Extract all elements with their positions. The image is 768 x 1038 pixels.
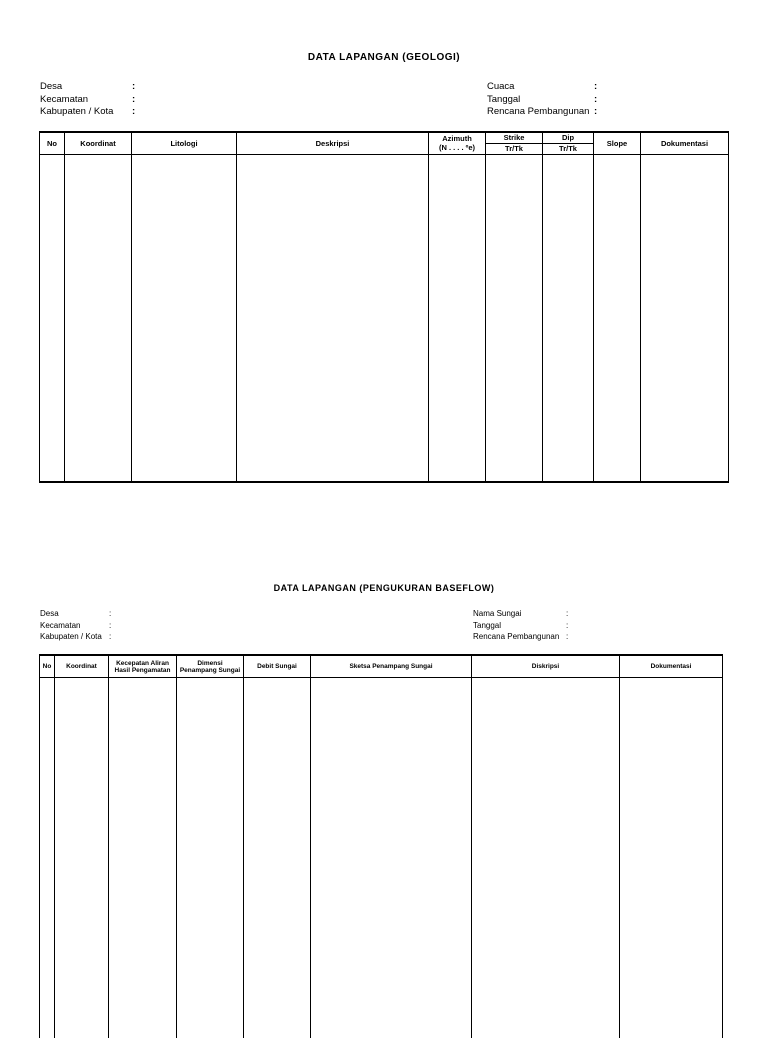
col-debit: Debit Sungai xyxy=(244,655,311,678)
field-label: Nama Sungai xyxy=(473,608,566,620)
field-label: Kabupaten / Kota xyxy=(40,106,132,119)
col-dip: Dip xyxy=(543,132,594,143)
form1-location-fields xyxy=(40,81,135,119)
col-slope: Slope xyxy=(594,132,641,154)
form1-meta-fields xyxy=(487,81,597,119)
form2-location-fields xyxy=(40,608,111,643)
col-dip-sub: Tr/Tk xyxy=(543,143,594,154)
col-no: No xyxy=(40,655,55,678)
cell-dokumentasi[interactable] xyxy=(620,678,723,1038)
field-nama-sungai xyxy=(473,608,568,620)
col-koordinat: Koordinat xyxy=(55,655,109,678)
field-colon: : xyxy=(109,631,111,643)
col-no: No xyxy=(40,132,65,154)
col-dokumentasi: Dokumentasi xyxy=(641,132,729,154)
field-tanggal xyxy=(473,620,568,632)
geology-table xyxy=(39,131,729,483)
field-colon: : xyxy=(566,631,568,643)
field-colon: : xyxy=(594,106,597,119)
field-colon: : xyxy=(594,81,597,94)
col-sketsa: Sketsa Penampang Sungai xyxy=(311,655,472,678)
field-label: Kabupaten / Kota xyxy=(40,631,109,643)
cell-litologi[interactable] xyxy=(132,154,237,482)
field-label: Kecamatan xyxy=(40,620,109,632)
col-dimensi-line1: Dimensi xyxy=(177,660,243,667)
cell-slope[interactable] xyxy=(594,154,641,482)
table-row xyxy=(40,678,723,1038)
form2-title: DATA LAPANGAN (PENGUKURAN BASEFLOW) xyxy=(0,583,768,593)
col-kecepatan xyxy=(109,655,177,678)
form1-title: DATA LAPANGAN (GEOLOGI) xyxy=(0,52,768,63)
baseflow-table xyxy=(39,654,723,1038)
field-cuaca xyxy=(487,81,597,94)
col-strike-sub: Tr/Tk xyxy=(486,143,543,154)
col-deskripsi: Deskripsi xyxy=(237,132,429,154)
cell-strike[interactable] xyxy=(486,154,543,482)
field-kabupaten xyxy=(40,631,111,643)
cell-no[interactable] xyxy=(40,678,55,1038)
field-label: Desa xyxy=(40,608,109,620)
field-label: Tanggal xyxy=(487,94,594,107)
col-azimuth-line1: Azimuth xyxy=(429,134,485,143)
field-desa xyxy=(40,608,111,620)
field-label: Desa xyxy=(40,81,132,94)
col-dimensi xyxy=(177,655,244,678)
field-kecamatan xyxy=(40,620,111,632)
field-kecamatan xyxy=(40,94,135,107)
field-label: Kecamatan xyxy=(40,94,132,107)
field-colon: : xyxy=(109,620,111,632)
cell-no[interactable] xyxy=(40,154,65,482)
field-label: Rencana Pembangunan xyxy=(473,631,566,643)
field-label: Cuaca xyxy=(487,81,594,94)
col-azimuth-line2: (N . . . . ºe) xyxy=(429,143,485,152)
col-dimensi-line2: Penampang Sungai xyxy=(177,667,243,674)
field-colon: : xyxy=(594,94,597,107)
cell-dimensi[interactable] xyxy=(177,678,244,1038)
field-desa xyxy=(40,81,135,94)
col-kecepatan-line1: Kecepatan Aliran xyxy=(109,660,176,667)
col-strike: Strike xyxy=(486,132,543,143)
col-diskripsi: Diskripsi xyxy=(472,655,620,678)
cell-dokumentasi[interactable] xyxy=(641,154,729,482)
field-colon: : xyxy=(132,94,135,107)
cell-sketsa[interactable] xyxy=(311,678,472,1038)
table-row xyxy=(40,154,729,482)
field-colon: : xyxy=(566,620,568,632)
cell-debit[interactable] xyxy=(244,678,311,1038)
cell-deskripsi[interactable] xyxy=(237,154,429,482)
col-koordinat: Koordinat xyxy=(65,132,132,154)
field-colon: : xyxy=(132,81,135,94)
field-kabupaten xyxy=(40,106,135,119)
cell-diskripsi[interactable] xyxy=(472,678,620,1038)
field-label: Tanggal xyxy=(473,620,566,632)
cell-kecepatan[interactable] xyxy=(109,678,177,1038)
field-rencana xyxy=(487,106,597,119)
col-kecepatan-line2: Hasil Pengamatan xyxy=(109,667,176,674)
field-tanggal xyxy=(487,94,597,107)
col-azimuth xyxy=(429,132,486,154)
field-colon: : xyxy=(132,106,135,119)
cell-koordinat[interactable] xyxy=(65,154,132,482)
field-colon: : xyxy=(109,608,111,620)
cell-koordinat[interactable] xyxy=(55,678,109,1038)
field-label: Rencana Pembangunan xyxy=(487,106,594,119)
field-rencana xyxy=(473,631,568,643)
cell-dip[interactable] xyxy=(543,154,594,482)
col-litologi: Litologi xyxy=(132,132,237,154)
cell-azimuth[interactable] xyxy=(429,154,486,482)
form2-meta-fields xyxy=(473,608,568,643)
col-dokumentasi: Dokumentasi xyxy=(620,655,723,678)
field-colon: : xyxy=(566,608,568,620)
